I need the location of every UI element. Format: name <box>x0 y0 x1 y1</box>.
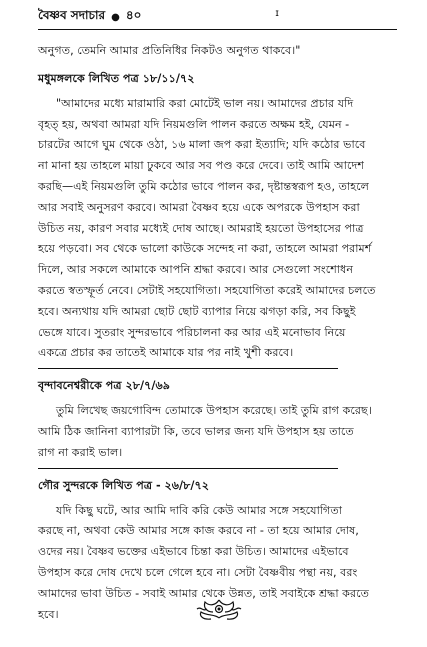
continued-paragraph: অনুগত, তেমনি আমার প্রতিনিধির নিকটও অনুগত থাকবে।" <box>38 44 301 57</box>
section-divider-1 <box>38 368 338 369</box>
letter-heading-3: গৌর সুন্দরকে লিখিত পত্র - ২৬/৮/৭২ <box>38 478 210 492</box>
section-divider-2 <box>38 468 338 469</box>
page-header <box>38 6 389 28</box>
header-mark: ɪ <box>275 8 279 19</box>
book-title: বৈষ্ণব সদাচার <box>38 8 106 22</box>
letter-text-3: যদি কিছু ঘটে, আর আমি দাবি করি কেউ আমার সঙ্গে সহযোগিতা করছে না, অথবা কেউ আমার সঙ্গে কাজ করবে না - তা হয়ে আমার দোষ, ওদের নয়। বৈষ্ণব ভক্তের এইভাবে চিন্তা করা উচিত। আমাদের এইভাবে উপহাস করে দোষ দেখে চলে গেলে হবে না। সেটা বৈষ্ণবীয় পন্থা নয়, বরং আমাদের ভাবা উচিত - সবাই আমার থেকে উন্নত, তাই সবাইকে শ্রদ্ধা করতে হবে। <box>38 503 369 621</box>
header-rule <box>38 29 397 30</box>
header-bullet: ● <box>111 11 120 23</box>
letter-heading-1: মধুমঙ্গলকে লিখিত পত্র ১৮/১১/৭২ <box>38 71 195 85</box>
letter-text-2: তুমি লিখেছ জয়গোবিন্দ তোমাকে উপহাস করেছে। তাই তুমি রাগ করেছ। আমি ঠিক জানিনা ব্যাপারটা কি, তবে ভালর জন্য যদি উপহাস হয় তাতে রাগ না করাই ভাল। <box>38 404 372 459</box>
letter-heading-2: বৃন্দাবনেশ্বরীকে পত্র ২৮/৭/৬৯ <box>38 379 171 393</box>
letter-text-1: "আমাদের মধ্যে মারামারি করা মোটেই ভাল নয়। আমাদের প্রচার যদি বৃহত্ হয়, অথবা আমরা যদি নিয়মগুলি পালন করতে অক্ষম হই, যেমন - চারটের আগে ঘুম থেকে ওঠা, ১৬ মালা জপ করা ইত্যাদি; যদি কঠোর ভাবে না মানা হয় তাহলে মায়া ঢুকবে আর সব পণ্ড করে দেবে। তাই আমি আদেশ করছি—এই নিয়মগুলি তুমি কঠোর ভাবে পালন কর, দৃষ্টান্তস্বরূপ হও, তাহলে আর সবাই অনুসরণ করবে। আমরা বৈষ্ণব হয়ে একে অপরকে উপহাস করা উচিত নয়, কারণ সবার মধ্যেই দোষ আছে। আমরাই হয়তো উপহাসের পাত্র হয়ে পড়বো। সব থেকে ভালো কাউকে সন্দেহ না করা, তাহলে আমরা পরামর্শ দিলে, আর সকলে আমাকে আপনি শ্রদ্ধা করবে। আর সেগুলো সংশোধন করতে স্বতস্ফূর্ত নেবে। সেটাই সহযোগিতা। সহযোগিতা করেই আমাদের চলতে হবে। অন্যথায় যদি আমরা ছোট ছোট ব্যাপার নিয়ে ঝগড়া করি, সব কিছুই ভেঙ্গে যাবে। সুতরাং সুন্দরভাবে পরিচালনা কর আর এই মনোভাব নিয়ে একত্রে প্রচার কর তাতেই আমাকে যার পর নাই খুশী করবে। <box>38 96 376 360</box>
floral-ornament-icon <box>193 596 245 622</box>
page-body <box>38 41 396 625</box>
page-number: ৪০ <box>125 8 142 22</box>
